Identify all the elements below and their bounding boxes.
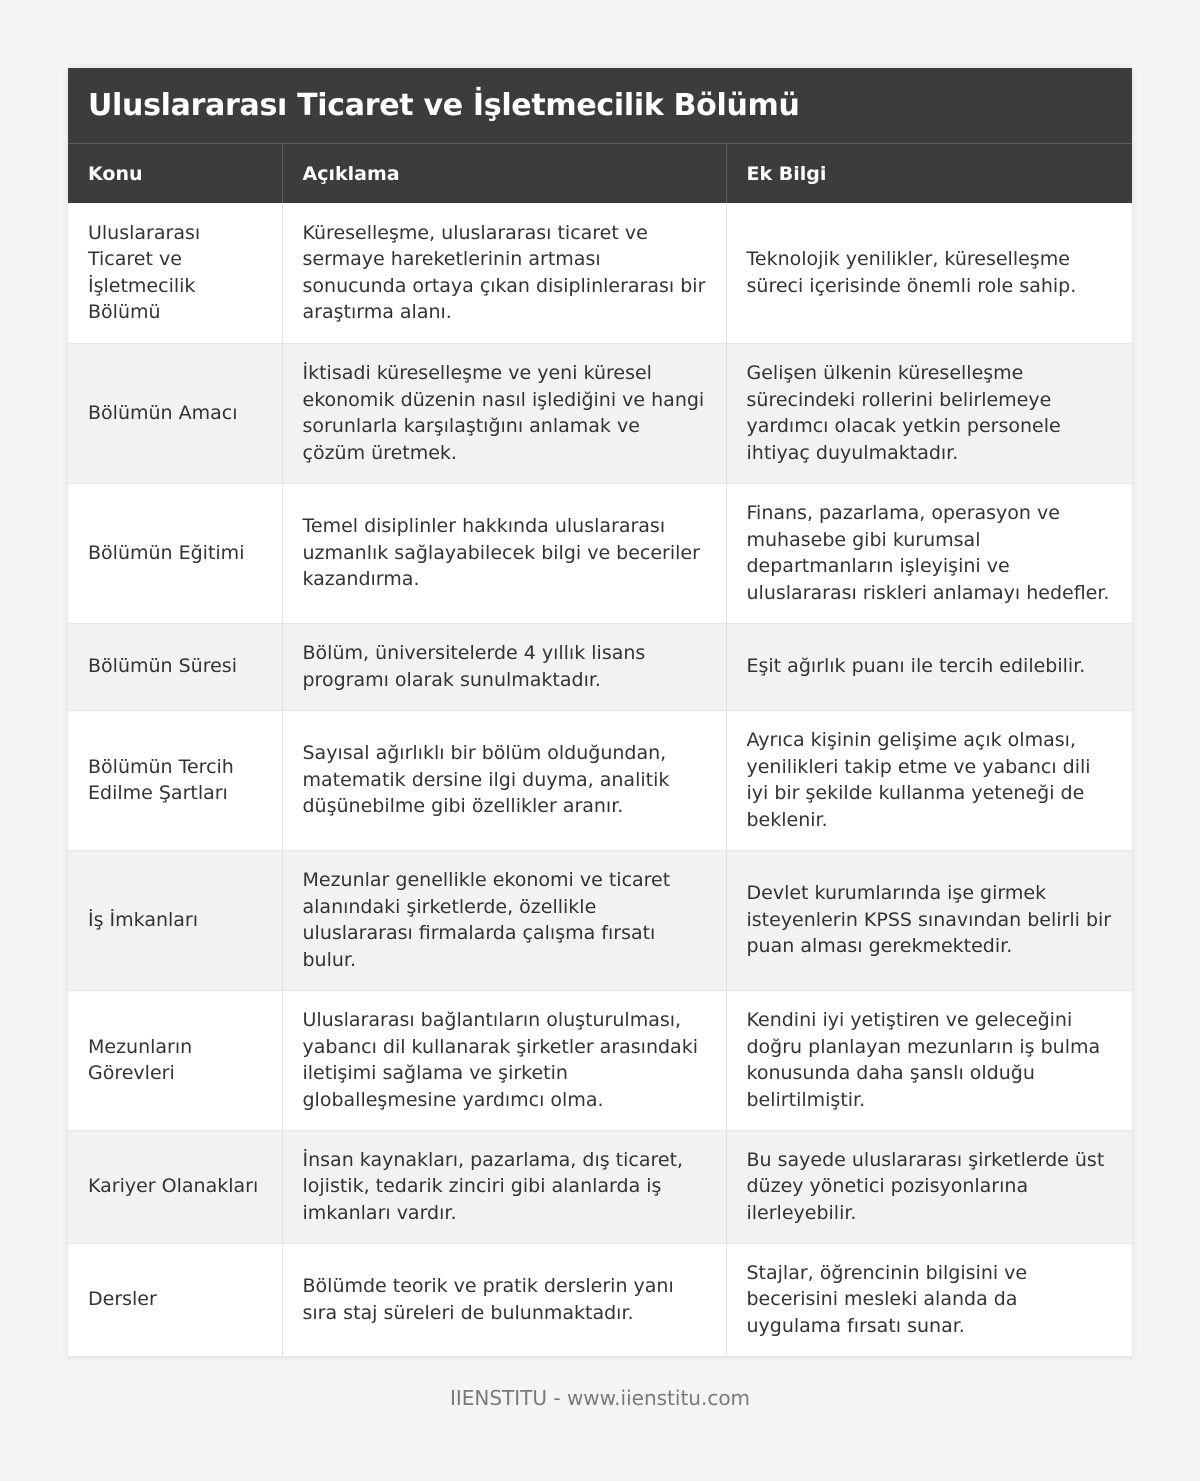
table-row (68, 623, 1132, 710)
table-row (68, 1130, 1132, 1243)
cell-extra: Gelişen ülkenin küreselleşme sürecindeki rollerini belirlemeye yardımcı olacak yetkin personele ihtiyaç duyulmaktadır. (726, 343, 1132, 483)
cell-extra: Teknolojik yenilikler, küreselleşme süreci içerisinde önemli role sahip. (726, 203, 1132, 343)
table-row (68, 203, 1132, 343)
page-title: Uluslararası Ticaret ve İşletmecilik Bölümü (88, 88, 800, 123)
footer-credit: IIENSTITU - www.iienstitu.com (449, 1386, 751, 1410)
table-row (68, 1243, 1132, 1356)
cell-topic: Bölümün Süresi (68, 623, 282, 710)
column-header-description: Açıklama (282, 144, 726, 203)
cell-description: Uluslararası bağlantıların oluşturulması, yabancı dil kullanarak şirketler arasındaki iletişimi sağlama ve şirketin globalleşmesine yardımcı olma. (282, 990, 726, 1130)
cell-topic: Bölümün Amacı (68, 343, 282, 483)
cell-description: Mezunlar genellikle ekonomi ve ticaret alanındaki şirketlerde, özellikle uluslararası firmalarda çalışma fırsatı bulur. (282, 850, 726, 990)
cell-extra: Ayrıca kişinin gelişime açık olması, yenilikleri takip etme ve yabancı dili iyi bir şekilde kullanma yeteneği de beklenir. (726, 710, 1132, 850)
cell-extra: Finans, pazarlama, operasyon ve muhasebe gibi kurumsal departmanların işleyişini ve uluslararası riskleri anlamayı hedefler. (726, 483, 1132, 623)
cell-extra: Bu sayede uluslararası şirketlerde üst düzey yönetici pozisyonlarına ilerleyebilir. (726, 1130, 1132, 1243)
cell-topic: Kariyer Olanakları (68, 1130, 282, 1243)
cell-topic: Bölümün Eğitimi (68, 483, 282, 623)
cell-extra: Devlet kurumlarında işe girmek isteyenlerin KPSS sınavından belirli bir puan alması gerekmektedir. (726, 850, 1132, 990)
table-row (68, 990, 1132, 1130)
cell-description: İnsan kaynakları, pazarlama, dış ticaret, lojistik, tedarik zinciri gibi alanlarda iş imkanları vardır. (282, 1130, 726, 1243)
cell-extra: Kendini iyi yetiştiren ve geleceğini doğru planlayan mezunların iş bulma konusunda daha şanslı olduğu belirtilmiştir. (726, 990, 1132, 1130)
cell-topic: İş İmkanları (68, 850, 282, 990)
cell-description: İktisadi küreselleşme ve yeni küresel ekonomik düzenin nasıl işlediğini ve hangi sorunlarla karşılaştığını anlamak ve çözüm üretmek. (282, 343, 726, 483)
table-body (68, 203, 1132, 1356)
cell-description: Küreselleşme, uluslararası ticaret ve sermaye hareketlerinin artması sonucunda ortaya çıkan disiplinlerarası bir araştırma alanı. (282, 203, 726, 343)
column-header-topic: Konu (68, 144, 282, 203)
cell-description: Sayısal ağırlıklı bir bölüm olduğundan, matematik dersine ilgi duyma, analitik düşünebilme gibi özellikler aranır. (282, 710, 726, 850)
cell-topic: Dersler (68, 1243, 282, 1356)
cell-extra: Stajlar, öğrencinin bilgisini ve becerisini mesleki alanda da uygulama fırsatı sunar. (726, 1243, 1132, 1356)
table-header (68, 144, 1132, 203)
column-header-extra: Ek Bilgi (726, 144, 1132, 203)
cell-topic: Mezunların Görevleri (68, 990, 282, 1130)
cell-description: Bölümde teorik ve pratik derslerin yanı sıra staj süreleri de bulunmaktadır. (282, 1243, 726, 1356)
cell-description: Bölüm, üniversitelerde 4 yıllık lisans programı olarak sunulmaktadır. (282, 623, 726, 710)
table-header-row (68, 144, 1132, 203)
table-row (68, 483, 1132, 623)
title-bar (68, 68, 1132, 144)
info-table (68, 144, 1132, 1357)
cell-topic: Bölümün Tercih Edilme Şartları (68, 710, 282, 850)
cell-topic: Uluslararası Ticaret ve İşletmecilik Bölümü (68, 203, 282, 343)
table-row (68, 850, 1132, 990)
cell-description: Temel disiplinler hakkında uluslararası uzmanlık sağlayabilecek bilgi ve beceriler kazandırma. (282, 483, 726, 623)
table-row (68, 343, 1132, 483)
cell-extra: Eşit ağırlık puanı ile tercih edilebilir. (726, 623, 1132, 710)
table-row (68, 710, 1132, 850)
info-card (68, 68, 1132, 1357)
